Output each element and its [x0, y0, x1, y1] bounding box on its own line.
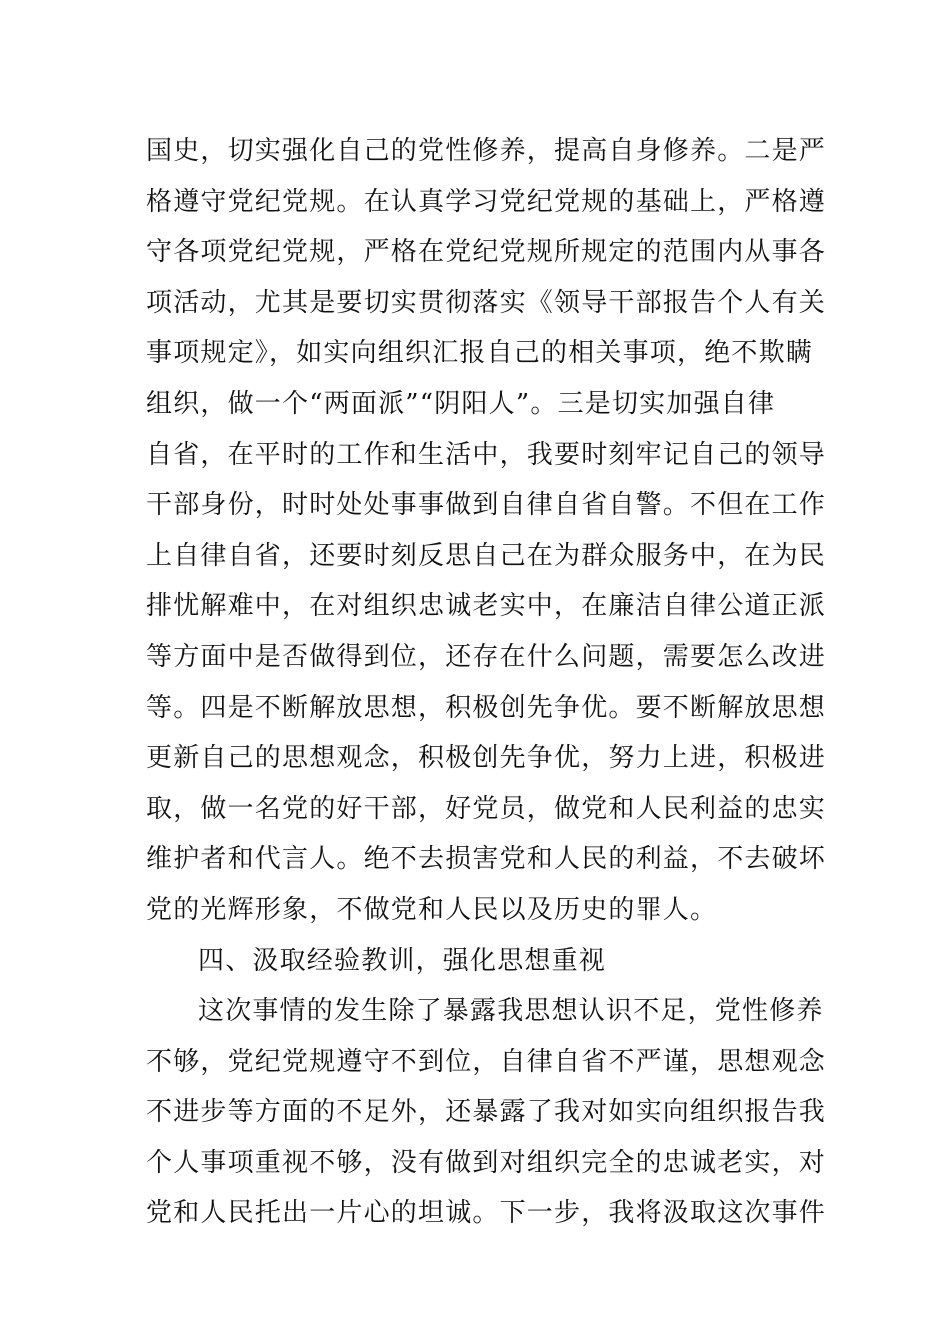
text-line: 项活动，尤其是要切实贯彻落实《领导干部报告个人有关: [146, 287, 827, 318]
text-line: 事项规定》，如实向组织汇报自己的相关事项，绝不欺瞒: [146, 338, 814, 369]
section-heading: 四、汲取经验教训，强化思想重视: [198, 945, 607, 976]
text-line: 党和人民托出一片心的坦诚。下一步，我将汲取这次事件: [146, 1198, 827, 1229]
text-line: 这次事情的发生除了暴露我思想认识不足，党性修养: [198, 996, 824, 1027]
text-line: 排忧解难中，在对组织忠诚老实中，在廉洁自律公道正派: [146, 591, 827, 622]
text-line: 国史，切实强化自己的党性修养，提高自身修养。二是严: [146, 136, 827, 166]
text-line: 取，做一名党的好干部，好党员，做党和人民利益的忠实: [146, 793, 827, 824]
text-line: 等。四是不断解放思想，积极创先争优。要不断解放思想: [146, 692, 827, 723]
text-line: 组织，做一个“两面派”“阴阳人”。三是切实加强自律: [146, 388, 776, 419]
text-line: 个人事项重视不够，没有做到对组织完全的忠诚老实，对: [146, 1147, 827, 1178]
text-line: 自省，在平时的工作和生活中，我要时刻牢记自己的领导: [146, 439, 827, 470]
text-line: 格遵守党纪党规。在认真学习党纪党规的基础上，严格遵: [146, 186, 827, 217]
text-line: 等方面中是否做得到位，还存在什么问题，需要怎么改进: [146, 641, 827, 672]
body-text: [146, 126, 827, 1239]
text-line: 不进步等方面的不足外，还暴露了我对如实向组织报告我: [146, 1097, 827, 1128]
text-line: 更新自己的思想观念，积极创先争优，努力上进，积极进: [146, 743, 827, 774]
text-line: 党的光辉形象，不做党和人民以及历史的罪人。: [146, 894, 718, 925]
text-line: 不够，党纪党规遵守不到位，自律自省不严谨，思想观念: [146, 1046, 827, 1077]
text-line: 守各项党纪党规，严格在党纪党规所规定的范围内从事各: [146, 237, 827, 268]
text-line: 上自律自省，还要时刻反思自己在为群众服务中，在为民: [146, 540, 827, 571]
text-line: 干部身份，时时处处事事做到自律自省自警。不但在工作: [146, 490, 827, 521]
text-line: 维护者和代言人。绝不去损害党和人民的利益，不去破坏: [146, 844, 827, 875]
